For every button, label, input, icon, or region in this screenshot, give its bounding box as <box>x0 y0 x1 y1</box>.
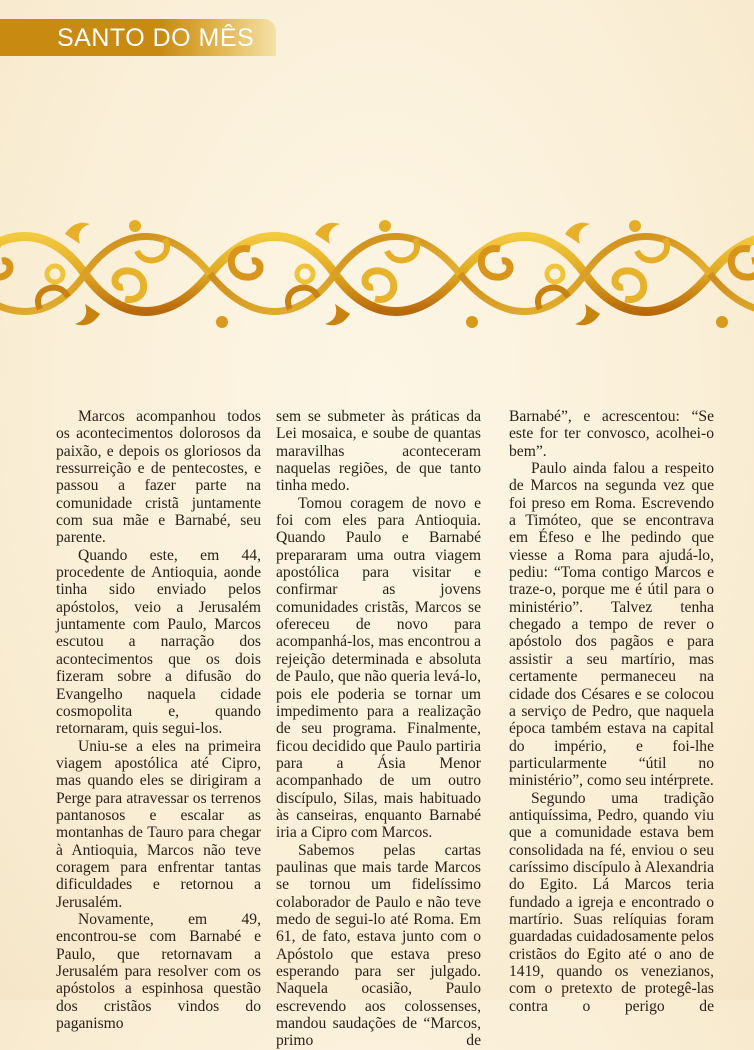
article-column-2 <box>276 408 481 1050</box>
paragraph: Marcos acompanhou todos os acontecimentos dolorosos da paixão, e depois os gloriosos da ressurreição e de pentecostes, e passou a fazer parte na comunidade cristã juntamente com sua mãe e Barnabé, seu parente. <box>56 408 261 547</box>
paragraph: Sabemos pelas cartas paulinas que mais tarde Marcos se tornou um fidelíssimo colaborador de Paulo e não teve medo de segui-lo até Roma. Em 61, de fato, estava junto com o Apóstolo que estava preso esperando para ser julgado. Naquela ocasião, Paulo escrevendo aos colossenses, mandou saudações de “Marcos, primo de <box>276 841 481 1050</box>
paragraph: Tomou coragem de novo e foi com eles para Antioquia. Quando Paulo e Barnabé prepararam uma outra viagem apostólica para visitar e confirmar as jovens comunidades cristãs, Marcos se ofereceu de novo para acompanhá-los, mas encontrou a rejeição determinada e absoluta de Paulo, que não queria levá-lo, pois ele poderia se tornar um impedimento para a realização de seu programa. Finalmente, ficou decidido que Paulo partiria para a Ásia Menor acompanhado de um outro discípulo, Silas, mais habituado às canseiras, enquanto Barnabé iria a Cipro com Marcos. <box>276 494 481 842</box>
section-header-banner <box>0 19 276 56</box>
paragraph: Uniu-se a eles na primeira viagem apostólica até Cipro, mas quando eles se dirigiram a Perge para atravessar os terrenos pantanosos e escalar as montanhas de Tauro para chegar à Antioquia, Marcos não teve coragem para enfrentar tantas dificuldades e retornou a Jerusalém. <box>56 737 261 911</box>
article-column-3 <box>509 408 714 1015</box>
paragraph: Paulo ainda falou a respeito de Marcos na segunda vez que foi preso em Roma. Escrevendo a Timóteo, que se encontrava em Éfeso e lhe pedindo que viesse a Roma para ajudá-lo, pediu: “Toma contigo Marcos e traze-o, porque me é útil para o ministério”. Talvez tenha chegado a tempo de rever o apóstolo dos pagãos e para assistir a seu martírio, mas certamente permaneceu na cidade dos Césares e se colocou a serviço de Pedro, que naquela época também estava na capital do império, e foi-lhe particularmente “útil no ministério”, como seu intérprete. <box>509 460 714 790</box>
paragraph: sem se submeter às práticas da Lei mosaica, e soube de quantas maravilhas aconteceram naquelas regiões, de que tanto tinha medo. <box>276 408 481 495</box>
paragraph: Barnabé”, e acrescentou: “Se este for ter convosco, acolhei-o bem”. <box>509 408 714 460</box>
paragraph: Quando este, em 44, procedente de Antioquia, aonde tinha sido enviado pelos apóstolos, veio a Jerusalém juntamente com Paulo, Marcos escutou a narração dos acontecimentos que os dois fizeram sobre a difusão do Evangelho naquela cidade cosmopolita e, quando retornaram, quis segui-los. <box>56 546 261 738</box>
section-title: SANTO DO MÊS <box>57 24 255 52</box>
gold-scroll-ornament <box>0 214 754 334</box>
paragraph: Segundo uma tradição antiquíssima, Pedro, quando viu que a comunidade estava bem consolidada na fé, enviou o seu caríssimo discípulo à Alexandria do Egito. Lá Marcos teria fundado a igreja e encontrado o martírio. Suas relíquias foram guardadas cuidadosamente pelos cristãos do Egito até o ano de 1419, quando os venezianos, com o pretexto de protegê-las contra o perigo de <box>509 789 714 1015</box>
paragraph: Novamente, em 49, encontrou-se com Barnabé e Paulo, que retornavam a Jerusalém para resolver com os apóstolos a espinhosa questão dos cristãos vindos do paganismo <box>56 910 261 1033</box>
article-column-1 <box>56 408 261 1032</box>
